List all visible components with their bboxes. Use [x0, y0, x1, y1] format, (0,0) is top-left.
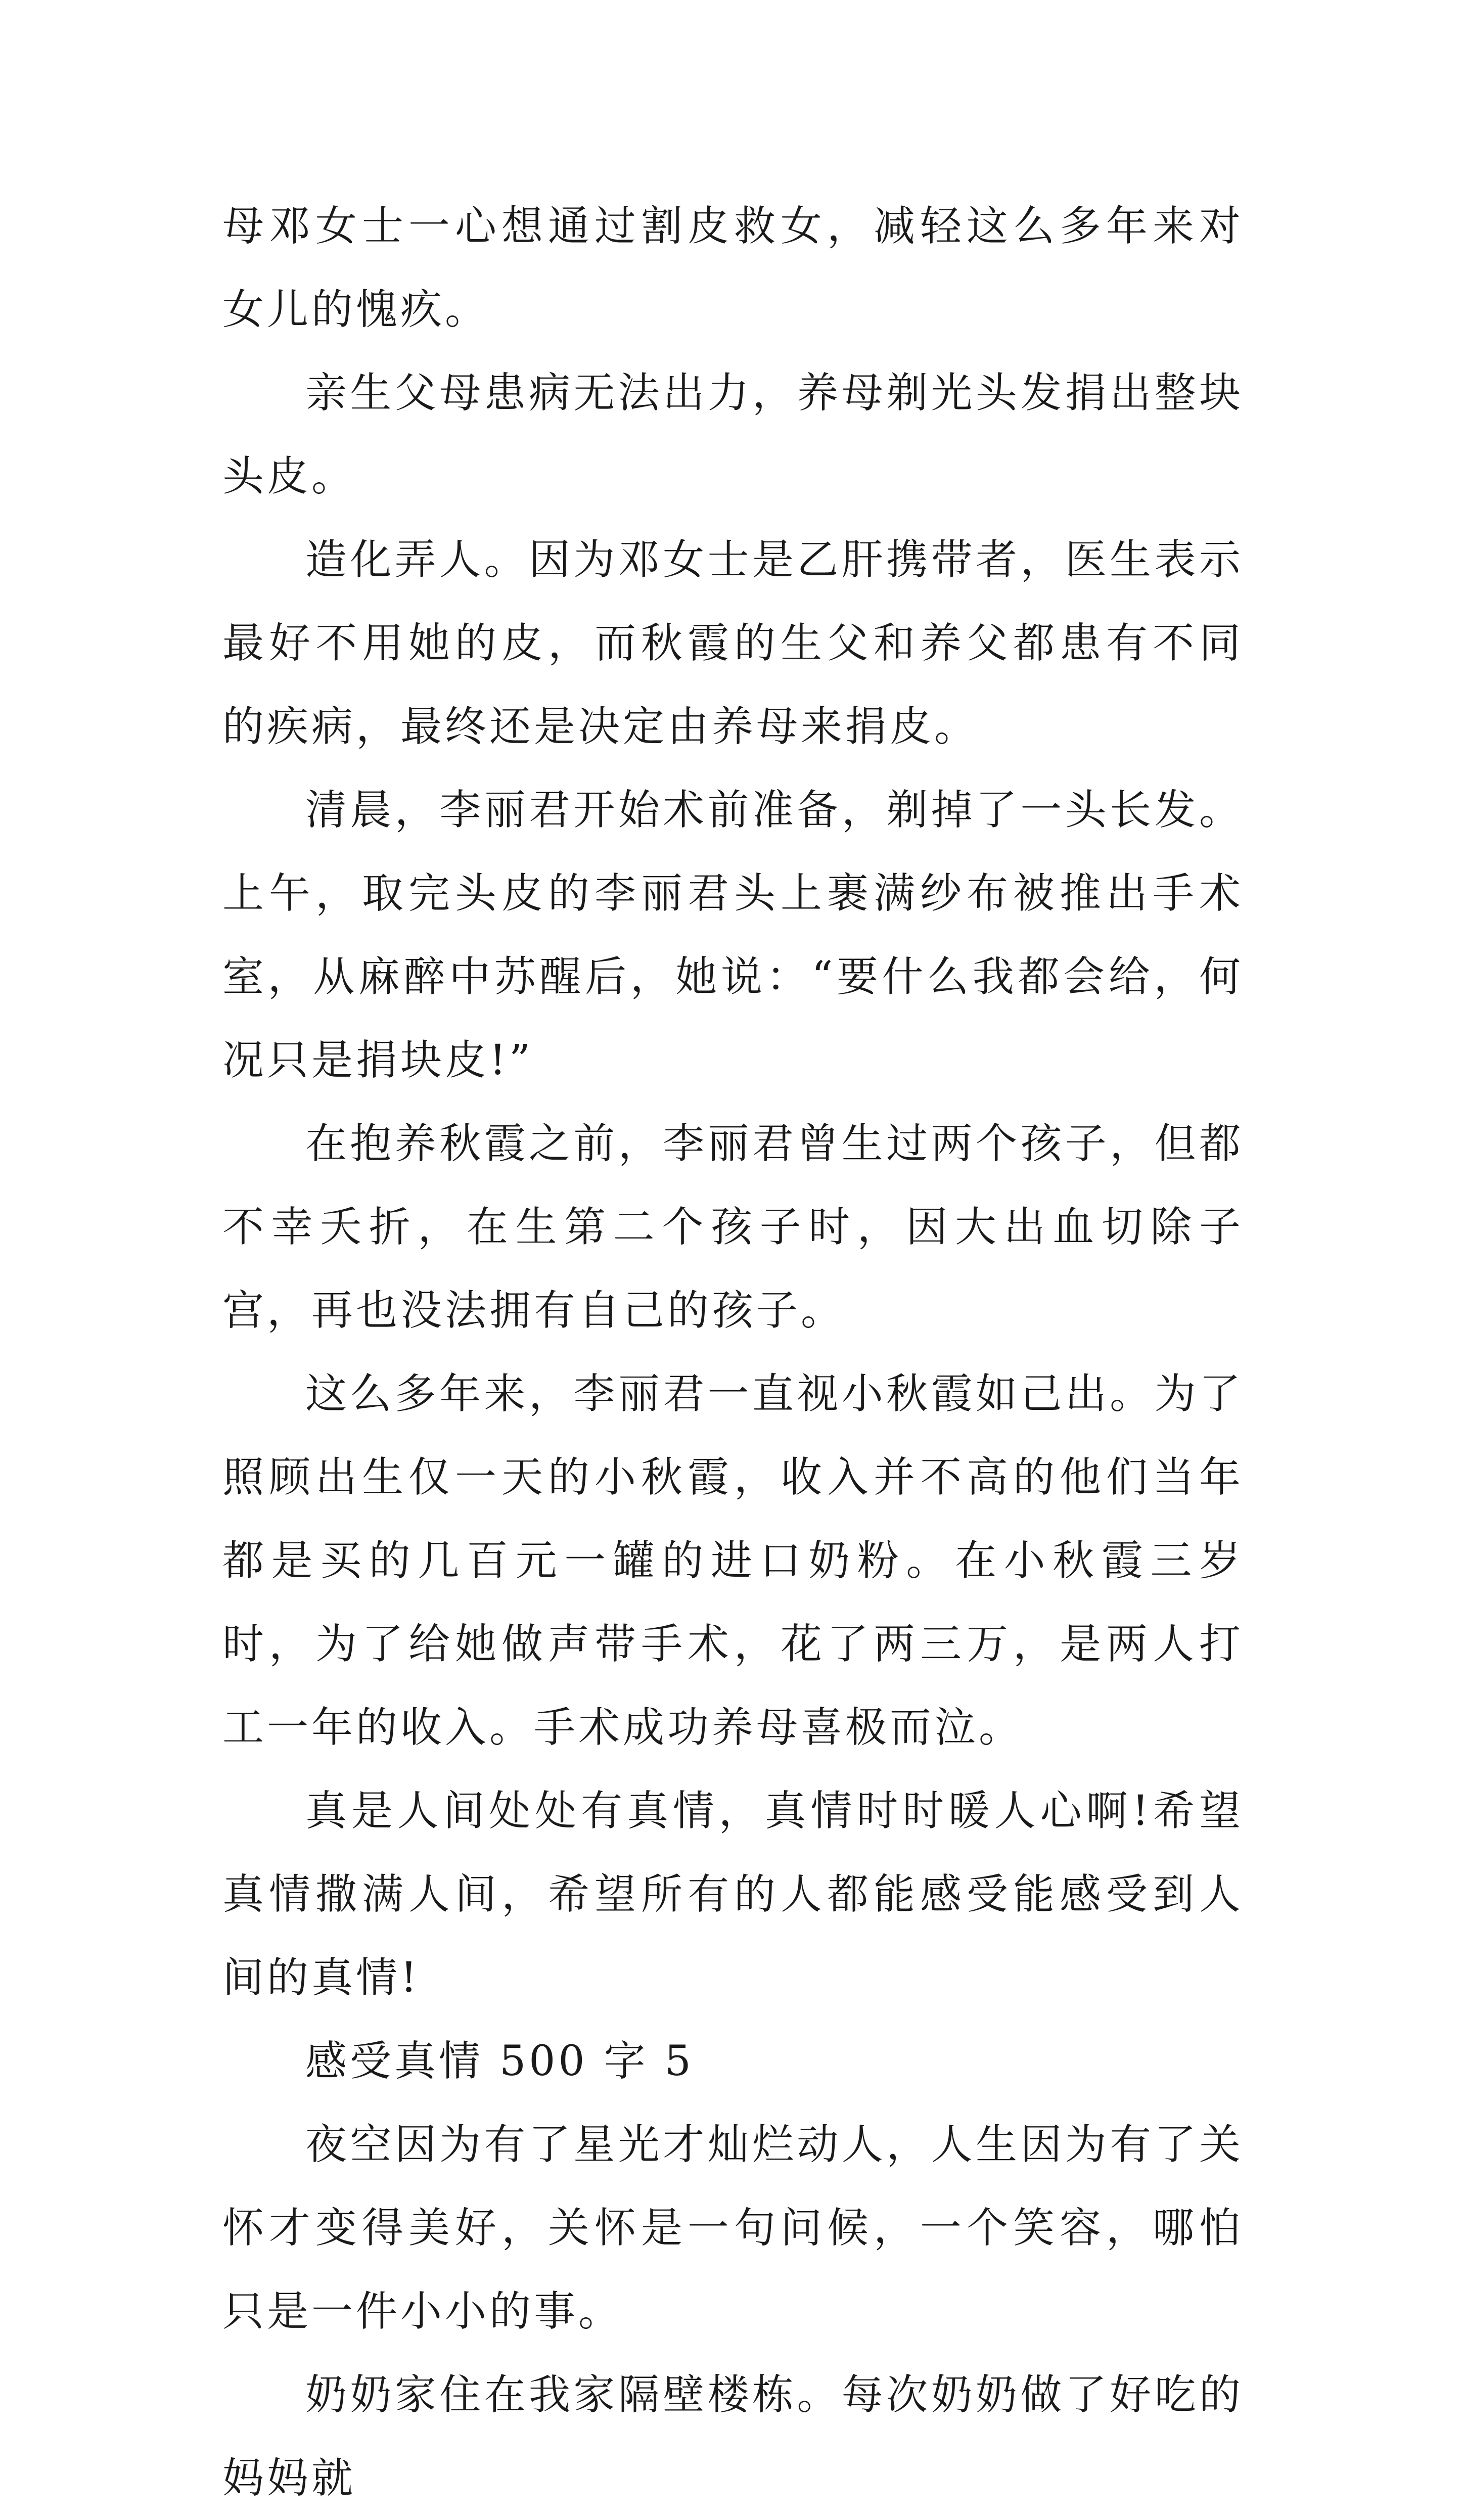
paragraph: 母邓女士一心想通过割皮救女，减轻这么多年来对女儿的愧疚。	[222, 202, 1244, 334]
paragraph: 真是人间处处有真情，真情时时暖人心啊!希望真情撒满人间，希望所有的人都能感受能感受到人间的真情!	[222, 1787, 1244, 2002]
paragraph: 这么多年来，李丽君一直视小秋霞如己出。为了照顾出生仅一天的小秋霞，收入并不高的他们当年都是买的几百元一罐的进口奶粉。在小秋霞三岁时，为了给她做声带手术，花了两三万，是两人打工一年的收入。手术成功养母喜极而泣。	[222, 1370, 1244, 1752]
paragraph: 夜空因为有了星光才灿烂动人，人生因为有了关怀才变得美好，关怀是一句问候，一个笑容，哪怕只是一件小小的事。	[222, 2121, 1244, 2335]
paragraph: 清晨，李丽君开始术前准备，剃掉了一头长发。上午，取完头皮的李丽君头上裹满纱布被推出手术室，从麻醉中苏醒后，她说：“要什么我都会给，何况只是捐块皮!”	[222, 786, 1244, 1084]
paragraph: 造化弄人。因为邓女士是乙肝携带者，医生表示最好不用她的皮，而秋霞的生父和养父都患有不同的疾病，最终还是决定由养母来捐皮。	[222, 536, 1244, 751]
section-heading: 感受真情 500 字 5	[305, 2037, 694, 2085]
paragraph: 奶奶家住在我家隔壁楼栋。每次奶奶做了好吃的妈妈就	[222, 2371, 1244, 2502]
paragraph: 在抱养秋霞之前，李丽君曾生过两个孩子，但都不幸夭折，在生第二个孩子时，因大出血切除子宫，再也没法拥有自己的孩子。	[222, 1120, 1244, 1335]
paragraph: 亲生父母患病无法出力，养母剃光头发捐出整块头皮。	[222, 369, 1244, 500]
document-body	[222, 185, 1244, 2520]
